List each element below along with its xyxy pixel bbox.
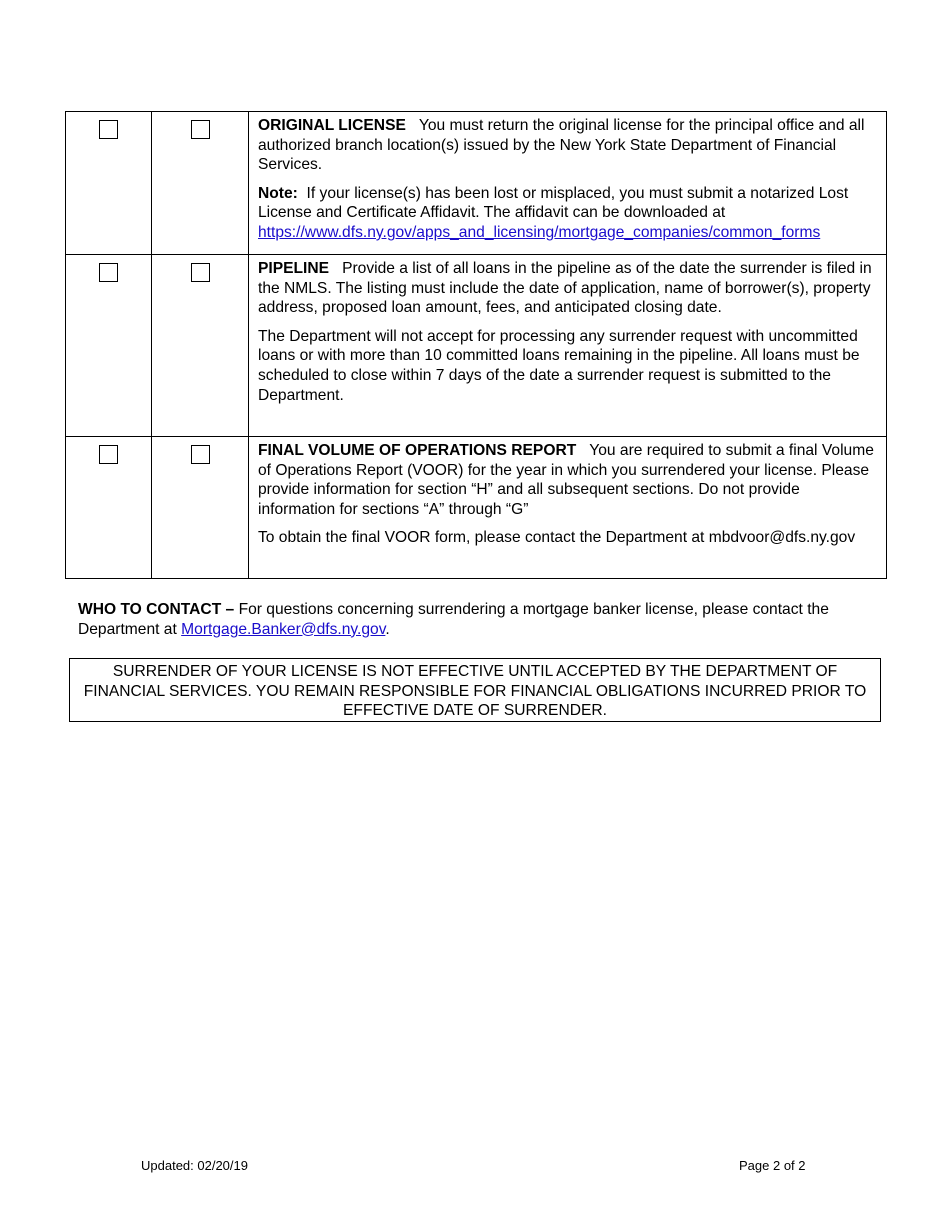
table-row [66, 112, 887, 255]
row-title: ORIGINAL LICENSE [258, 117, 406, 134]
note-text: If your license(s) has been lost or misplaced, you must submit a notarized Lost License and Certificate Affidavit. The affidavit can be downloaded at [258, 184, 849, 222]
contact-section [78, 600, 878, 639]
row-text: You are required to submit a final Volume of Operations Report (VOOR) for the year in which you surrendered your license. Please provide information for section “H” and all subsequent sections. Do not provide information for sections “A” through “G” [258, 442, 874, 518]
checkbox[interactable] [191, 120, 210, 139]
requirement-text [249, 112, 887, 255]
checkbox[interactable] [191, 445, 210, 464]
note-label: Note: [258, 184, 298, 202]
forms-link[interactable]: https://www.dfs.ny.gov/apps_and_licensing/mortgage_companies/common_forms [258, 223, 821, 241]
table-row [66, 255, 887, 437]
page-number: Page 2 of 2 [739, 1158, 806, 1173]
requirements-table [65, 111, 887, 579]
contact-text: For questions concerning surrendering a mortgage banker license, please contact the Department at [78, 601, 829, 638]
row-text: You must return the original license for the principal office and all authorized branch location(s) issued by the New York State Department of Financial Services. [258, 117, 865, 174]
checkbox-cell [66, 255, 152, 437]
checkbox-cell [152, 437, 249, 579]
checkbox-cell [152, 112, 249, 255]
row-paragraph: The Department will not accept for processing any surrender request with uncommitted loans or with more than 10 committed loans remaining in the pipeline. All loans must be scheduled to close within 7 days of the date a surrender request is submitted to the Department. [258, 327, 860, 404]
row-text: Provide a list of all loans in the pipeline as of the date the surrender is filed in the NMLS. The listing must include the date of application, name of borrower(s), property address, proposed loan amount, fees, and anticipated closing date. [258, 260, 872, 317]
checkbox-cell [66, 112, 152, 255]
checkbox[interactable] [191, 263, 210, 282]
contact-label: WHO TO CONTACT – [78, 601, 235, 618]
contact-end: . [385, 620, 390, 638]
table-row [66, 437, 887, 579]
row-paragraph: To obtain the final VOOR form, please contact the Department at mbdvoor@dfs.ny.gov [258, 529, 856, 547]
contact-email-link[interactable]: Mortgage.Banker@dfs.ny.gov [181, 620, 386, 638]
row-title: FINAL VOLUME OF OPERATIONS REPORT [258, 442, 577, 459]
surrender-notice: SURRENDER OF YOUR LICENSE IS NOT EFFECTIVE UNTIL ACCEPTED BY THE DEPARTMENT OF FINANCIAL SERVICES. YOU REMAIN RESPONSIBLE FOR FINANCIAL OBLIGATIONS INCURRED PRIOR TO EFFECTIVE DATE OF SURRENDER. [69, 658, 881, 722]
checkbox[interactable] [99, 263, 118, 282]
checkbox[interactable] [99, 445, 118, 464]
requirement-text [249, 255, 887, 437]
updated-date: Updated: 02/20/19 [141, 1158, 248, 1173]
requirement-text [249, 437, 887, 579]
checkbox[interactable] [99, 120, 118, 139]
row-title: PIPELINE [258, 260, 330, 277]
checkbox-cell [152, 255, 249, 437]
checkbox-cell [66, 437, 152, 579]
